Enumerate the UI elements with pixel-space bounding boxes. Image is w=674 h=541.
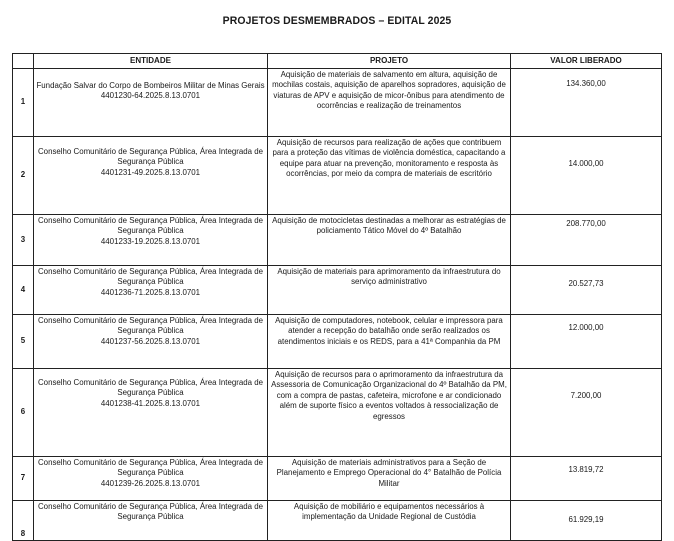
entidade-name: Conselho Comunitário de Segurança Pública, Área Integrada de Segurança Pública [37,267,264,287]
table-row [13,137,662,215]
processo-number: 4401237-56.2025.8.13.0701 [100,336,201,346]
header-number [13,54,34,69]
valor-cell: 134.360,00 [511,69,662,137]
entidade-cell [34,501,268,541]
projeto-cell: Aquisição de materiais administrativos para a Seção de Planejamento e Emprego Operacional do 4° Batalhão de Polícia Militar [268,457,511,501]
entidade-cell [34,137,268,215]
valor-cell: 208.770,00 [511,215,662,266]
entidade-cell [34,315,268,369]
table-row [13,266,662,315]
valor-cell: 7.200,00 [511,369,662,457]
projeto-cell: Aquisição de recursos para realização de ações que contribuem para a proteção das vítimas de violência doméstica, capacitando a equipe para atuar na prevenção, monitoramento e resposta às ocorrências, por meio da compra de materiais de escritório [268,137,511,215]
projeto-cell: Aquisição de materiais para aprimoramento da infraestrutura do serviço administrativo [268,266,511,315]
entidade-cell [34,266,268,315]
entidade-name: Conselho Comunitário de Segurança Pública, Área Integrada de Segurança Pública [37,147,264,167]
row-number: 1 [13,69,34,137]
row-number: 5 [13,315,34,369]
processo-number: 4401239-26.2025.8.13.0701 [100,478,201,488]
row-number: 6 [13,369,34,457]
table-row [13,369,662,457]
entidade-cell [34,215,268,266]
entidade-name: Conselho Comunitário de Segurança Pública, Área Integrada de Segurança Pública [37,316,264,336]
document-title: PROJETOS DESMEMBRADOS – EDITAL 2025 [222,15,452,27]
entidade-cell [34,69,268,137]
projects-table [12,53,662,541]
entidade-name: Conselho Comunitário de Segurança Pública, Área Integrada de Segurança Pública [37,502,264,522]
valor-cell: 14.000,00 [511,137,662,215]
header-projeto: PROJETO [268,54,511,69]
projeto-cell: Aquisição de motocicletas destinadas a melhorar as estratégias de policiamento Tático Móvel do 4º Batalhão [268,215,511,266]
table-row [13,215,662,266]
row-number: 8 [13,501,34,541]
entidade-name: Conselho Comunitário de Segurança Pública, Área Integrada de Segurança Pública [37,216,264,236]
processo-number: 4401238-41.2025.8.13.0701 [100,398,201,408]
row-number: 4 [13,266,34,315]
row-number: 2 [13,137,34,215]
projeto-cell: Aquisição de mobiliário e equipamentos necessários à implementação da Unidade Regional de Custódia [268,501,511,541]
projeto-cell: Aquisição de recursos para o aprimoramento da infraestrutura da Assessoria de Comunicação Organizacional do 4º Batalhão da PM, com a compra de pastas, cafeteira, microfone e ar condicionado além de suporte físico a eventos voltados à ressocialização de egressos [268,369,511,457]
header-entidade: ENTIDADE [34,54,268,69]
header-valor-liberado: VALOR LIBERADO [511,54,662,69]
projeto-cell: Aquisição de materiais de salvamento em altura, aquisição de mochilas costais, aquisição de aparelhos sopradores, aquisição de viaturas de APV e aquisição de micor-ônibus para atendimento de ocorrências e realização de treinamentos [268,69,511,137]
processo-number: 4401236-71.2025.8.13.0701 [100,287,201,297]
entidade-cell [34,369,268,457]
table-row [13,501,662,541]
valor-cell: 20.527,73 [511,266,662,315]
valor-cell: 13.819,72 [511,457,662,501]
processo-number: 4401231-49.2025.8.13.0701 [100,167,201,177]
processo-number: 4401230-64.2025.8.13.0701 [100,91,201,101]
entidade-name: Conselho Comunitário de Segurança Pública, Área Integrada de Segurança Pública [37,378,264,398]
row-number: 7 [13,457,34,501]
row-number: 3 [13,215,34,266]
valor-cell: 61.929,19 [511,501,662,541]
entidade-name: Fundação Salvar do Corpo de Bombeiros Militar de Minas Gerais [36,81,265,90]
entidade-name: Conselho Comunitário de Segurança Pública, Área Integrada de Segurança Pública [37,458,264,478]
projeto-cell: Aquisição de computadores, notebook, celular e impressora para atender a recepção do batalhão onde serão realizados os atendimentos iniciais e os REDS, para a 41ª Companhia da PM [268,315,511,369]
entidade-cell [34,457,268,501]
processo-number: 4401233-19.2025.8.13.0701 [100,236,201,246]
table-header-row [13,54,662,69]
table-row [13,315,662,369]
table-row [13,457,662,501]
valor-cell: 12.000,00 [511,315,662,369]
table-row [13,69,662,137]
